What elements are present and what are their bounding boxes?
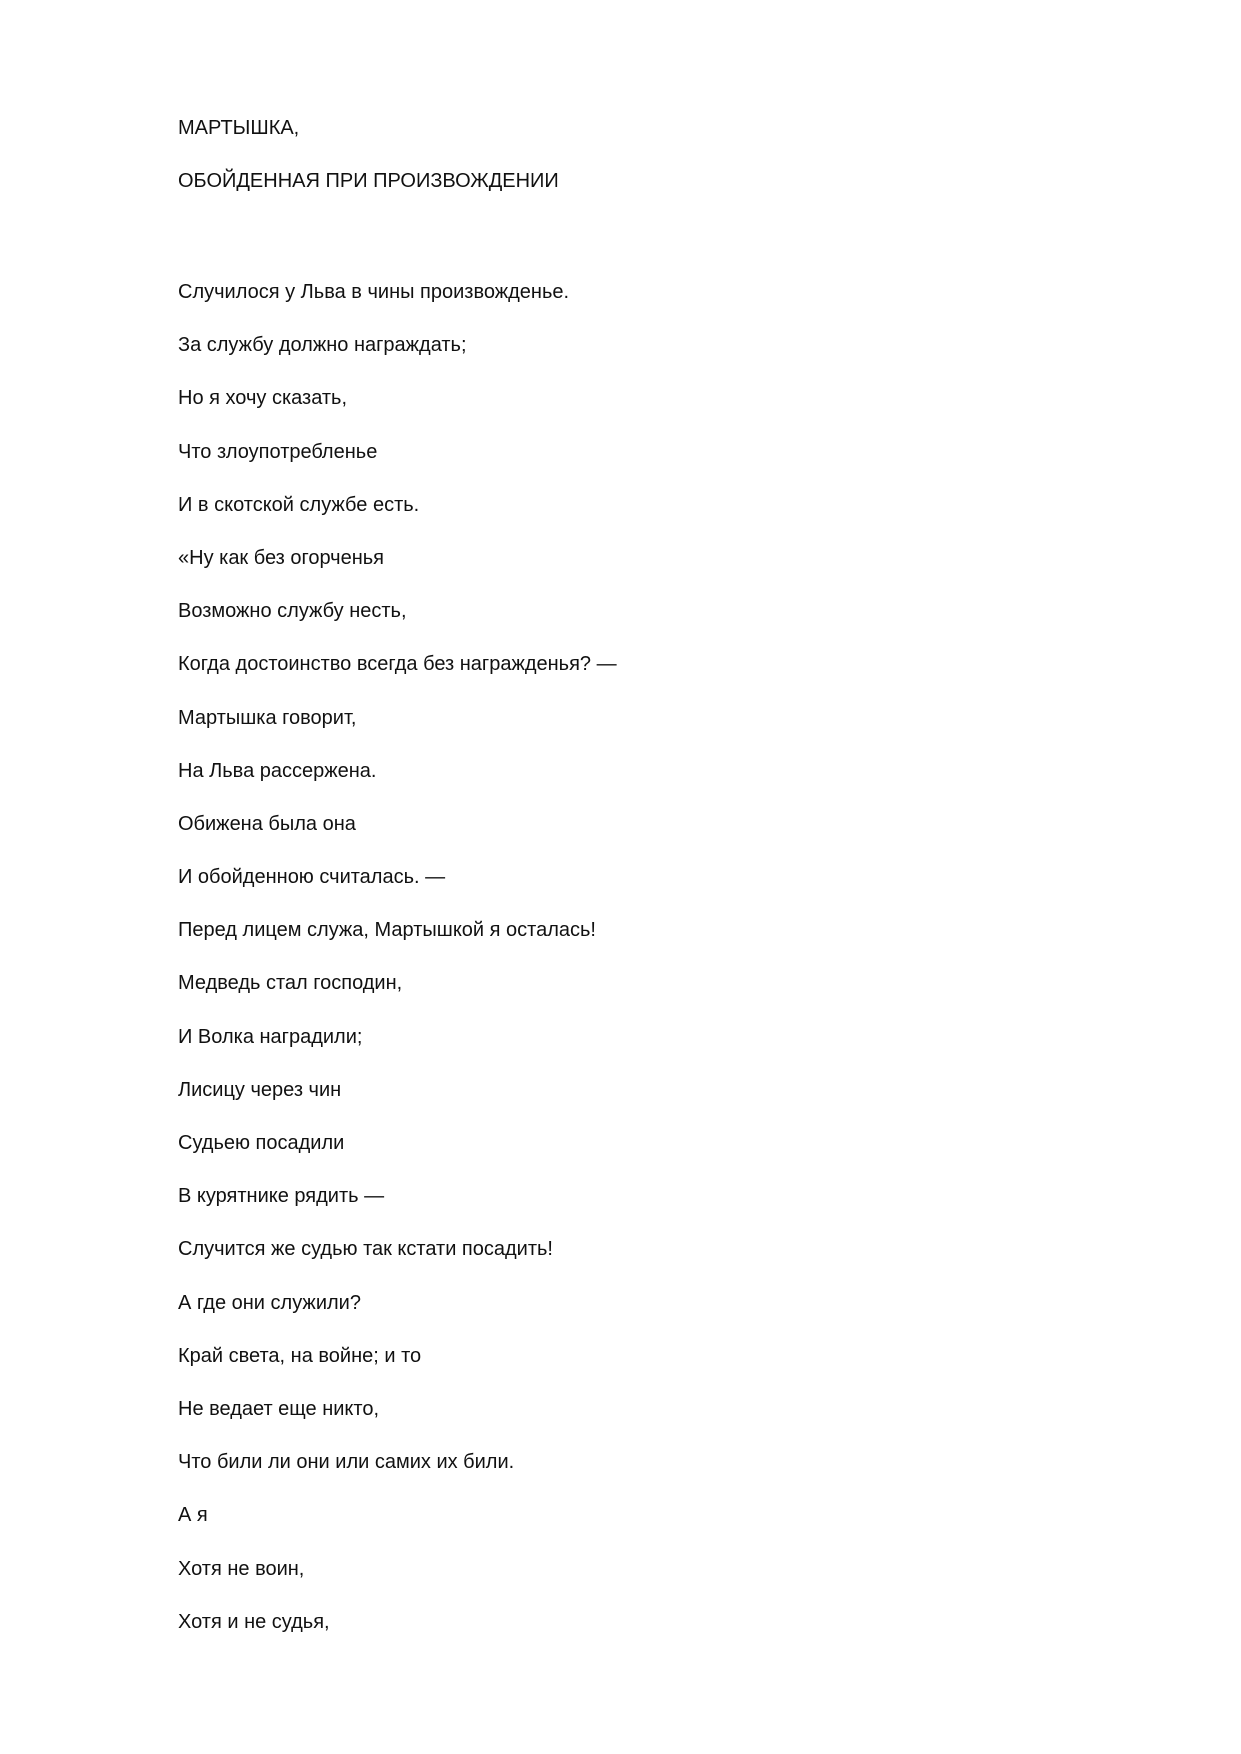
poem-title (178, 117, 559, 223)
poem-line: И в скотской службе есть. (178, 493, 420, 516)
poem-line: За службу должно награждать; (178, 334, 467, 357)
poem-line: Обижена была она (178, 812, 356, 835)
poem-line: На Льва рассержена. (178, 759, 377, 782)
poem-body (178, 281, 617, 1664)
poem-line: Медведь стал господин, (178, 972, 403, 995)
poem-line: Случится же судью так кстати посадить! (178, 1238, 553, 1261)
poem-line: Хотя и не судья, (178, 1610, 330, 1633)
poem-line: В курятнике рядить — (178, 1185, 385, 1208)
title-line-2: ОБОЙДЕННАЯ ПРИ ПРОИЗВОЖДЕНИИ (178, 170, 559, 192)
poem-line: Перед лицем служа, Мартышкой я осталась! (178, 919, 596, 942)
poem-line: Лисицу через чин (178, 1078, 342, 1101)
poem-line: Хотя не воин, (178, 1557, 305, 1580)
poem-line: И обойденною считалась. — (178, 866, 446, 889)
poem-line: А где они служили? (178, 1291, 361, 1314)
poem-line: «Ну как без огорченья (178, 546, 385, 569)
poem-line: Что злоупотребленье (178, 440, 378, 463)
poem-line: Что били ли они или самих их били. (178, 1451, 515, 1474)
poem-line: Не ведает еще никто, (178, 1397, 380, 1420)
poem-line: Край света, на войне; и то (178, 1344, 422, 1367)
poem-line: Но я хочу сказать, (178, 387, 348, 410)
title-line-1: МАРТЫШКА, (178, 117, 300, 139)
poem-line: Случилося у Льва в чины произвожденье. (178, 281, 570, 303)
poem-line: И Волка наградили; (178, 1025, 363, 1048)
poem-line: Возможно службу несть, (178, 600, 407, 623)
poem-line: Мартышка говорит, (178, 706, 357, 729)
poem-line: Судьею посадили (178, 1132, 345, 1154)
poem-line: Когда достоинство всегда без награжденья? — (178, 653, 617, 676)
poem-line: А я (178, 1504, 208, 1527)
